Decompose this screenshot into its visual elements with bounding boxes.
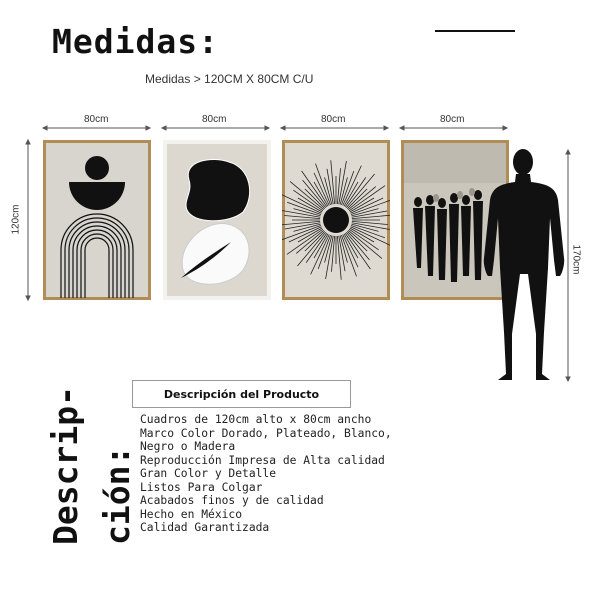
description-item: Reproducción Impresa de Alta calidad (140, 453, 385, 467)
side-title-line-1: Descrip- (46, 386, 85, 545)
description-box-title: Descripción del Producto (132, 380, 351, 408)
width-label-3: 80cm (321, 114, 346, 125)
description-item: Acabados finos y de calidad (140, 494, 324, 507)
width-label-2: 80cm (202, 114, 227, 125)
description-item: Hecho en México (140, 507, 243, 521)
description-item: Cuadros de 120cm alto x 80cm ancho (140, 413, 372, 426)
description-item: Negro o Madera (140, 440, 236, 453)
width-label-4: 80cm (440, 114, 465, 125)
description-item: Calidad Garantizada (140, 521, 270, 534)
description-item: Marco Color Dorado, Plateado, Blanco, (140, 426, 392, 440)
artwork-sunburst (282, 140, 390, 300)
page-title: Medidas: (52, 22, 219, 61)
side-title-line-2: ción: (98, 445, 137, 545)
description-list (140, 413, 392, 535)
description-item: Gran Color y Detalle (140, 467, 277, 480)
artwork-stones (163, 140, 271, 300)
measures-subtitle: Medidas > 120CM X 80CM C/U (145, 72, 314, 86)
height-label-person: 170cm (570, 244, 582, 275)
description-side-title (40, 386, 144, 545)
description-item: Listos Para Colgar (140, 480, 263, 494)
height-label-frames: 120cm (10, 204, 22, 235)
artwork-arch-circles (43, 140, 151, 300)
person-silhouette (478, 148, 568, 384)
width-label-1: 80cm (84, 114, 109, 125)
